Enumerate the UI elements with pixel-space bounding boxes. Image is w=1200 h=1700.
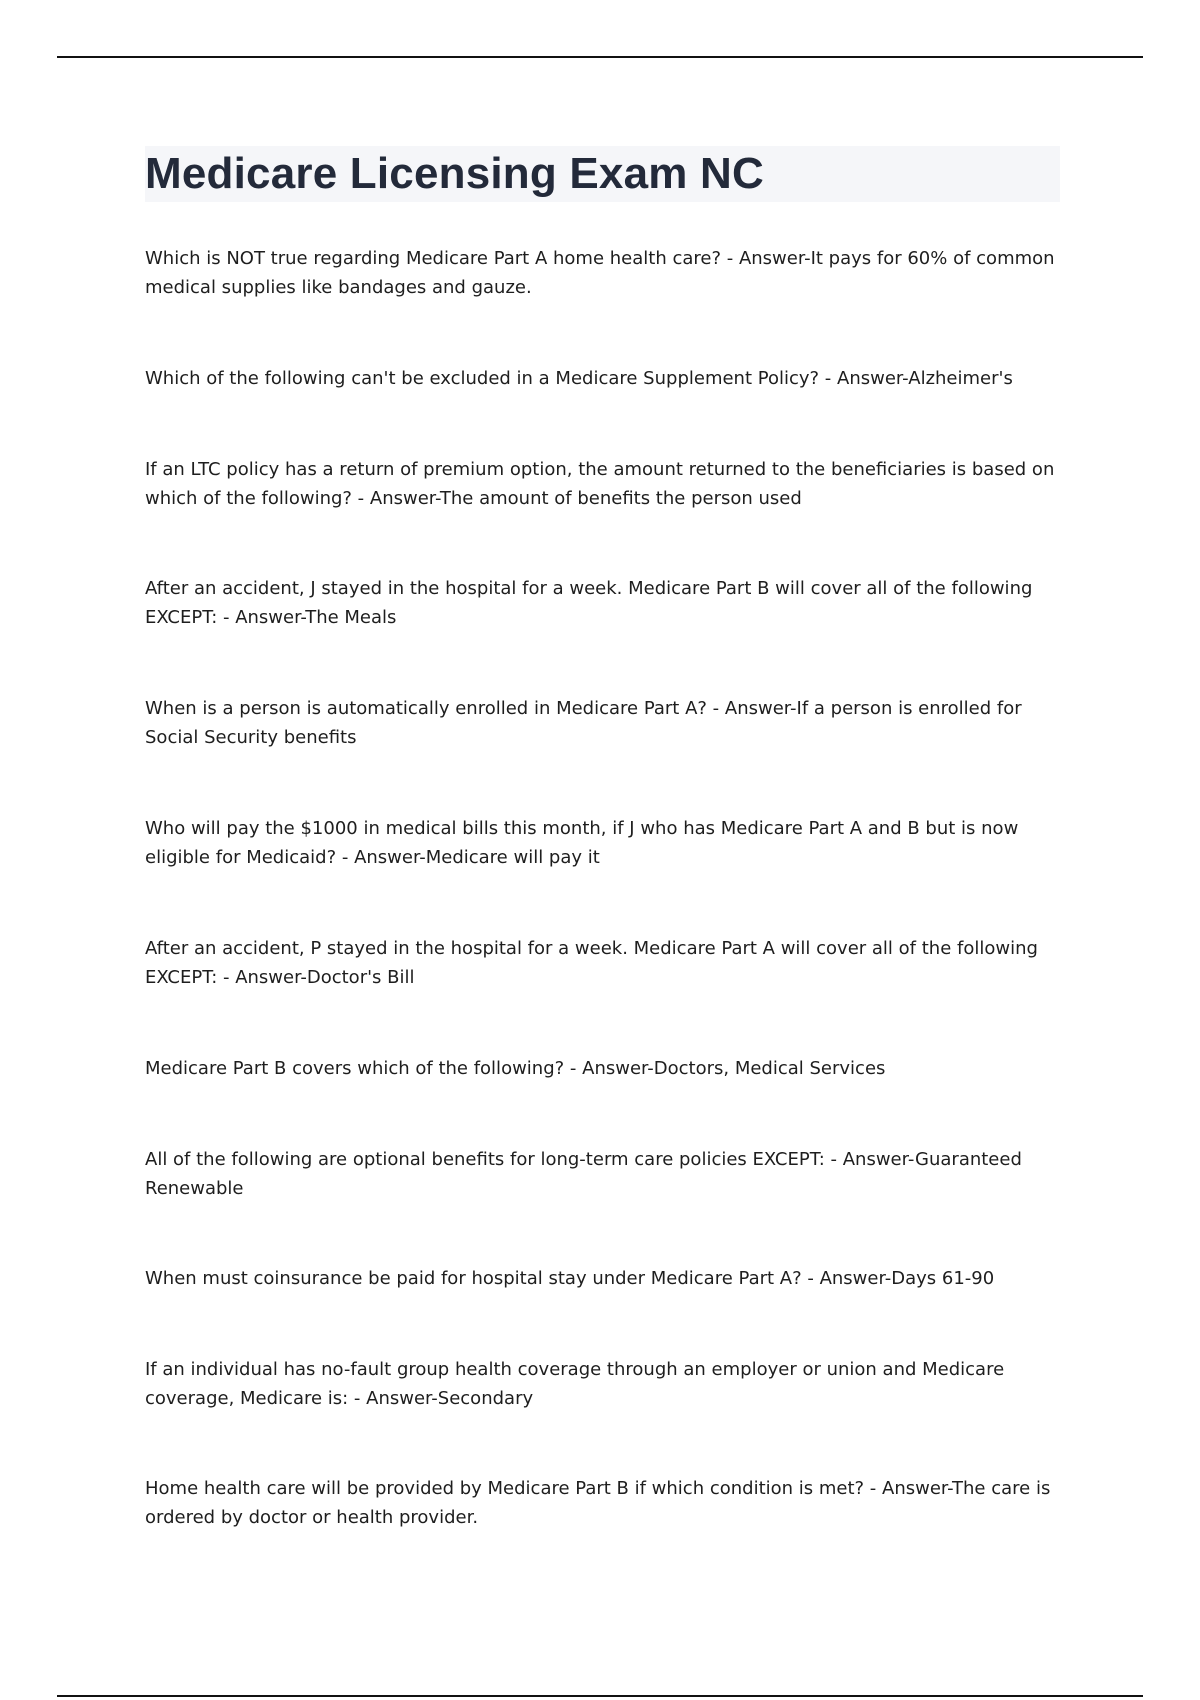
qa-item: Who will pay the $1000 in medical bills this month, if J who has Medicare Part A and B but is now eligible for Medicaid? - Answer-Medicare will pay it [145,818,1019,868]
qa-item: After an accident, P stayed in the hospital for a week. Medicare Part A will cover all of the following EXCEPT: - Answer-Doctor's Bill [145,938,1038,988]
qa-item: If an LTC policy has a return of premium option, the amount returned to the beneficiaries is based on which of the following? - Answer-The amount of benefits the person used [145,459,1055,509]
bottom-rule [57,1695,1143,1697]
qa-item: All of the following are optional benefits for long-term care policies EXCEPT: - Answer-Guaranteed Renewable [145,1149,1022,1199]
qa-item: Which of the following can't be excluded in a Medicare Supplement Policy? - Answer-Alzheimer's [145,368,1013,389]
qa-item: When is a person is automatically enrolled in Medicare Part A? - Answer-If a person is enrolled for Social Security benefits [145,698,1022,748]
title-banner [145,146,1060,202]
qa-item: When must coinsurance be paid for hospital stay under Medicare Part A? - Answer-Days 61-90 [145,1268,995,1289]
document-title: Medicare Licensing Exam NC [145,149,764,198]
qa-item: Medicare Part B covers which of the following? - Answer-Doctors, Medical Services [145,1058,886,1079]
top-rule [57,56,1143,58]
qa-item: Which is NOT true regarding Medicare Part A home health care? - Answer-It pays for 60% of common medical supplies like bandages and gauze. [145,248,1055,298]
qa-item: Home health care will be provided by Medicare Part B if which condition is met? - Answer-The care is ordered by doctor or health provider. [145,1478,1051,1528]
qa-item: If an individual has no-fault group health coverage through an employer or union and Medicare coverage, Medicare is: - Answer-Secondary [145,1359,1005,1409]
qa-item: After an accident, J stayed in the hospital for a week. Medicare Part B will cover all of the following EXCEPT: - Answer-The Meals [145,578,1033,628]
document-body [145,146,1060,1528]
